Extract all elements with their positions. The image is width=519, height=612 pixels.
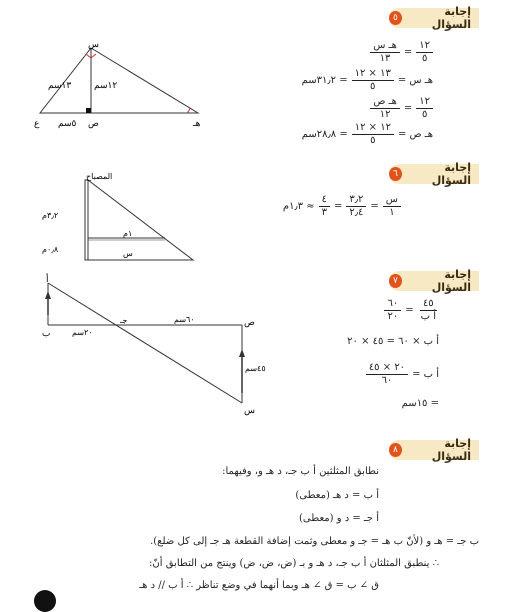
q7-crossing-figure [36, 275, 266, 416]
q5-solve-hss: هـ ص = $\frac{١٢ \times ١٢}{٥}$ = ٢٨٫٨سم [301, 122, 433, 146]
label-12cm: ١٢سم [94, 81, 118, 91]
point-label: ب [42, 329, 51, 339]
q7-cross-multiply: أ ب × ٦٠ = ٤٥ × ٢٠ [347, 336, 439, 347]
q7-solve: أ ب = $\frac{٢٠ \times ٤٥}{٦٠}$ [366, 362, 439, 387]
q8-line-5: ∴ ينطبق المثلثان أ ب جـ، د هـ و بـ (ض، ض، ض) وينتج من التطابق أنّ: [149, 558, 439, 569]
height-label: ٣٫٢م [42, 211, 59, 220]
question-number-badge: ٨ [389, 443, 402, 457]
question-6-header [389, 161, 479, 187]
q8-line-6: ق ∠ ب = ق ∠ هـ وبما أنهما في وضع تناظر ∴ أ ب // د هـ [139, 580, 379, 591]
q8-line-3: أ جـ = د و (معطى) [299, 513, 379, 524]
question-number-badge: ٦ [389, 167, 402, 181]
point-label: س [88, 40, 99, 50]
question-label: إجابة السؤال [431, 268, 471, 294]
point-label: ع [34, 119, 40, 129]
distance-label: ٦٠سم [174, 315, 195, 324]
width-label: ١م [123, 229, 133, 238]
q8-line-2: أ ب = د هـ (معطى) [295, 490, 379, 501]
q7-result: = ١٥سم [401, 398, 439, 409]
q6-proportion: $\frac{\text{س}}{١}$ = $\frac{٣٫٢}{٢٫٤}$ = $\frac{٤}{٣}$ ≈ ١٫٣م [283, 194, 401, 219]
question-5-header [389, 5, 479, 31]
point-label: ص [244, 318, 255, 328]
page-corner-decoration [34, 590, 56, 612]
point-label: جـ [120, 316, 128, 325]
point-label: هـ [193, 119, 201, 129]
height-label: ٠٫٨م [42, 245, 59, 254]
question-label: إجابة السؤال [431, 161, 471, 187]
question-number-badge: ٥ [389, 11, 402, 25]
q8-line-1: نطابق المثلثين أ ب جـ، د هـ و، وفيهما: [222, 466, 379, 477]
distance-label: ٤٥سم [245, 364, 266, 373]
question-8-header [389, 437, 479, 463]
point-label: س [244, 406, 255, 416]
question-label: إجابة السؤال [431, 5, 471, 31]
q7-proportion: $\frac{٤٥}{\text{أ ب}}$ = $\frac{٦٠}{٢٠}$ [384, 298, 439, 323]
width-label: س [123, 249, 133, 258]
label-13cm: ١٣سم [48, 81, 72, 91]
distance-label: ٢٠سم [72, 328, 93, 337]
point-label: أ [46, 275, 49, 285]
question-number-badge: ٧ [389, 274, 402, 288]
label-5cm: ٥سم [58, 119, 77, 129]
q5-ratio-1: $\frac{١٢}{٥}$ = $\frac{\text{هـ س}}{١٣}$ [370, 40, 433, 65]
point-label: ص [88, 119, 99, 129]
q5-triangle-figure [30, 40, 205, 130]
q5-ratio-2: $\frac{١٢}{٥}$ = $\frac{\text{هـ ص}}{١٢}$ [370, 96, 433, 121]
q5-solve-hs: هـ س = $\frac{١٣ \times ١٢}{٥}$ = ٣١٫٢سم [301, 68, 433, 92]
q6-lamp-figure [38, 170, 198, 265]
q8-line-4: ب جـ = هـ و (لأنّ ب هـ = جـ و معطى وثمت إضافة القطعة هـ جـ إلى كل ضلع). [150, 536, 479, 547]
question-7-header [389, 268, 479, 294]
question-label: إجابة السؤال [431, 437, 471, 463]
lamp-label: المصباح [86, 172, 113, 181]
